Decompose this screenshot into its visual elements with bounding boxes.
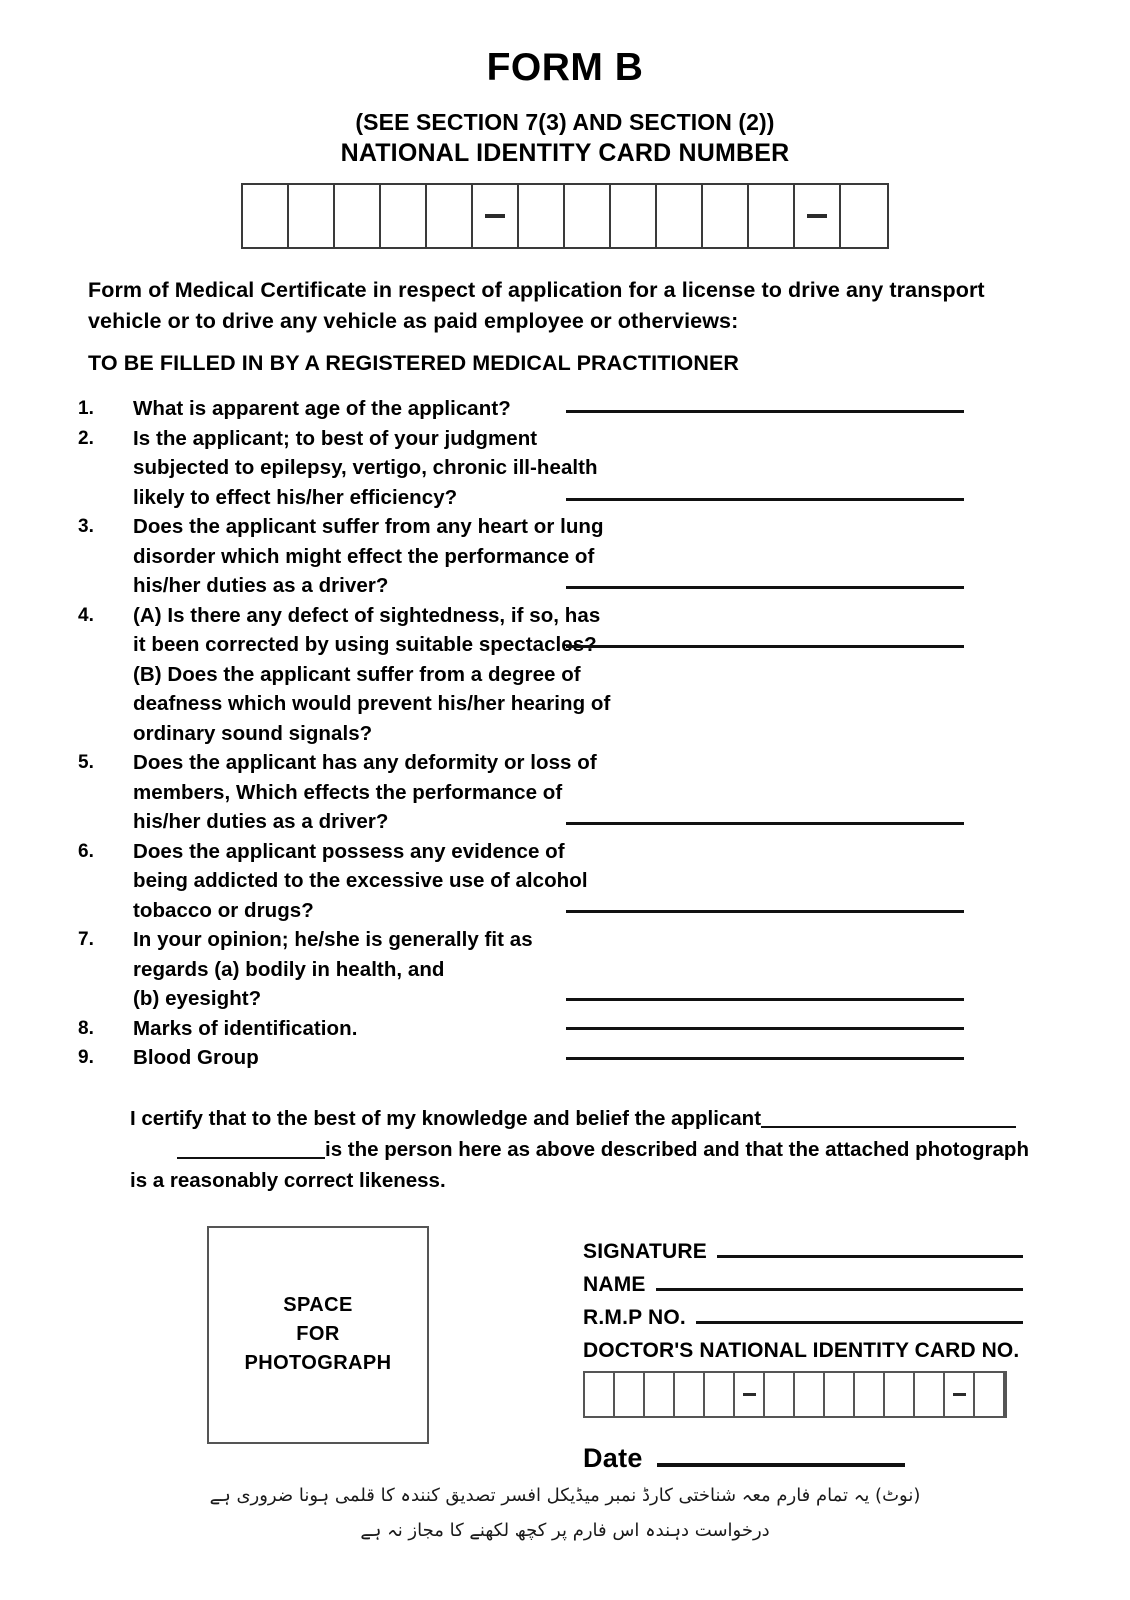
applicant-cnic-cell-3[interactable] — [335, 185, 381, 247]
question-number: 1. — [78, 398, 94, 420]
header-subtitles — [0, 108, 1130, 169]
question-text-line: subjected to epilepsy, vertigo, chronic ill-health — [133, 456, 598, 480]
question-row — [78, 925, 1130, 1014]
rmp-no-input-line[interactable] — [696, 1306, 1023, 1324]
applicant-cnic-cell-5[interactable] — [427, 185, 473, 247]
name-field-row — [583, 1273, 1023, 1297]
doctor-cnic-cell-1[interactable] — [585, 1373, 615, 1416]
question-text-line: What is apparent age of the applicant? — [133, 397, 511, 421]
doctor-cnic-cell-14[interactable] — [975, 1373, 1005, 1416]
signature-input-line[interactable] — [717, 1240, 1023, 1258]
certification-line-3: is a reasonably correct likeness. — [130, 1168, 446, 1192]
name-input-line[interactable] — [656, 1273, 1023, 1291]
applicant-cnic-cell-7[interactable] — [519, 185, 565, 247]
signature-label: SIGNATURE — [583, 1239, 707, 1263]
rmp-field-row — [583, 1306, 1023, 1330]
certification-paragraph — [130, 1103, 1042, 1196]
question-row — [78, 837, 1130, 926]
photograph-placeholder[interactable] — [207, 1226, 429, 1444]
doctor-cnic-cell-10[interactable] — [855, 1373, 885, 1416]
question-number: 3. — [78, 516, 94, 538]
question-text — [133, 925, 1130, 1014]
doctor-cnic-cell-13[interactable] — [945, 1373, 975, 1416]
doctor-cnic-cell-12[interactable] — [915, 1373, 945, 1416]
question-number: 5. — [78, 752, 94, 774]
question-row — [78, 512, 1130, 601]
question-text-line: (A) Is there any defect of sightedness, if so, has — [133, 603, 601, 627]
question-text-line: his/her duties as a driver? — [133, 574, 389, 598]
questions-list — [0, 394, 1130, 1073]
applicant-cnic-cell-4[interactable] — [381, 185, 427, 247]
question-text-line: ordinary sound signals? — [133, 721, 373, 745]
question-number: 7. — [78, 929, 94, 951]
applicant-cnic-cell-13[interactable] — [795, 185, 841, 247]
question-text-line: members, Which effects the performance of — [133, 780, 563, 804]
certification-text-2: is the person here as above described and that the attached photograph — [325, 1137, 1029, 1161]
question-row — [78, 424, 1130, 513]
photo-label-line-2: FOR — [296, 1323, 340, 1346]
question-text-line: Is the applicant; to best of your judgment — [133, 426, 538, 450]
urdu-footnotes — [0, 1478, 1130, 1548]
urdu-note-2: درخواست دہندہ اس فارم پر کچھ لکھنے کا مجاز نہ ہے — [360, 1519, 770, 1541]
applicant-cnic-grid[interactable] — [241, 183, 889, 249]
question-text — [133, 837, 1130, 926]
applicant-cnic-cell-6[interactable] — [473, 185, 519, 247]
date-field-row — [583, 1443, 1023, 1474]
applicant-name-blank-1[interactable] — [761, 1126, 1016, 1128]
dash-separator-icon — [485, 214, 505, 218]
question-row — [78, 601, 1130, 749]
question-number: 6. — [78, 840, 94, 862]
signature-field-row — [583, 1240, 1023, 1264]
intro-paragraph: Form of Medical Certificate in respect of application for a license to drive any transport vehicle or to drive any vehicle as paid employee or otherviews: — [88, 278, 985, 333]
applicant-cnic-cell-2[interactable] — [289, 185, 335, 247]
question-number: 2. — [78, 427, 94, 449]
doctor-cnic-cell-6[interactable] — [735, 1373, 765, 1416]
question-text-line: In your opinion; he/she is generally fit as — [133, 928, 533, 952]
question-text-line: Marks of identification. — [133, 1016, 358, 1040]
photo-label-line-3: PHOTOGRAPH — [244, 1352, 392, 1375]
question-number: 9. — [78, 1047, 94, 1069]
certification-text-1: I certify that to the best of my knowledge and belief the applicant — [130, 1106, 762, 1130]
doctor-cnic-grid[interactable] — [583, 1371, 1007, 1418]
question-row — [78, 394, 1130, 424]
question-text — [133, 394, 1130, 424]
doctor-cnic-cell-7[interactable] — [765, 1373, 795, 1416]
applicant-cnic-cell-9[interactable] — [611, 185, 657, 247]
question-text-line: disorder which might effect the performance of — [133, 544, 595, 568]
question-text-line: his/her duties as a driver? — [133, 810, 389, 834]
question-number: 8. — [78, 1017, 94, 1039]
applicant-name-blank-2[interactable] — [177, 1157, 325, 1159]
question-text-line: regards (a) bodily in health, and — [133, 957, 445, 981]
section-reference: (SEE SECTION 7(3) AND SECTION (2)) — [355, 109, 775, 135]
applicant-cnic-cell-12[interactable] — [749, 185, 795, 247]
applicant-cnic-cell-11[interactable] — [703, 185, 749, 247]
signature-block — [583, 1240, 1023, 1474]
question-text-line: Does the applicant possess any evidence of — [133, 839, 565, 863]
certification-line-2 — [130, 1134, 1042, 1165]
lower-section — [0, 1226, 1130, 1486]
question-text-line: (b) eyesight? — [133, 987, 262, 1011]
question-text-line: (B) Does the applicant suffer from a degree of — [133, 662, 581, 686]
date-input-line[interactable] — [657, 1449, 905, 1467]
question-text — [133, 512, 1130, 601]
applicant-cnic-cell-8[interactable] — [565, 185, 611, 247]
doctor-cnic-cell-11[interactable] — [885, 1373, 915, 1416]
question-row — [78, 1014, 1130, 1044]
question-text-line: it been corrected by using suitable spectacles? — [133, 633, 597, 657]
applicant-cnic-cell-10[interactable] — [657, 185, 703, 247]
date-label: Date — [583, 1442, 643, 1473]
question-text-line: Does the applicant suffer from any heart or lung — [133, 515, 604, 539]
doctor-cnic-cell-5[interactable] — [705, 1373, 735, 1416]
question-text-line: likely to effect his/her efficiency? — [133, 485, 458, 509]
question-text-line: tobacco or drugs? — [133, 898, 314, 922]
applicant-cnic-cell-14[interactable] — [841, 185, 887, 247]
question-text-line: being addicted to the excessive use of alcohol — [133, 869, 588, 893]
question-number: 4. — [78, 604, 94, 626]
dash-separator-icon — [953, 1393, 966, 1396]
doctor-cnic-label: DOCTOR'S NATIONAL IDENTITY CARD NO. — [583, 1338, 1020, 1362]
applicant-cnic-cell-1[interactable] — [243, 185, 289, 247]
doctor-cnic-cell-8[interactable] — [795, 1373, 825, 1416]
urdu-note-1: (نوٹ) یہ تمام فارم معہ شناختی کارڈ نمبر میڈیکل افسر تصدیق کنندہ کا قلمی ہونا ضروری ہے — [209, 1484, 921, 1506]
question-text — [133, 748, 1130, 837]
certification-line-1 — [130, 1103, 1042, 1134]
question-row — [78, 748, 1130, 837]
question-text-line: Blood Group — [133, 1046, 259, 1070]
question-text — [133, 601, 1130, 749]
question-text-line: deafness which would prevent his/her hearing of — [133, 692, 611, 716]
photo-label-line-1: SPACE — [283, 1294, 353, 1317]
cnic-heading: NATIONAL IDENTITY CARD NUMBER — [340, 139, 790, 168]
filled-by-notice: TO BE FILLED IN BY A REGISTERED MEDICAL PRACTITIONER — [88, 351, 740, 376]
question-text-line: Does the applicant has any deformity or loss of — [133, 751, 597, 775]
doctor-cnic-cell-9[interactable] — [825, 1373, 855, 1416]
page-title: FORM B — [486, 46, 644, 89]
doctor-cnic-cell-3[interactable] — [645, 1373, 675, 1416]
rmp-no-label: R.M.P NO. — [583, 1305, 686, 1329]
applicant-cnic-container — [0, 183, 1130, 249]
question-text — [133, 1014, 1130, 1044]
dash-separator-icon — [743, 1393, 756, 1396]
question-row — [78, 1043, 1130, 1073]
dash-separator-icon — [807, 214, 827, 218]
name-label: NAME — [583, 1272, 646, 1296]
doctor-cnic-cell-2[interactable] — [615, 1373, 645, 1416]
question-text — [133, 424, 1130, 513]
question-text — [133, 1043, 1130, 1073]
doctor-cnic-cell-4[interactable] — [675, 1373, 705, 1416]
